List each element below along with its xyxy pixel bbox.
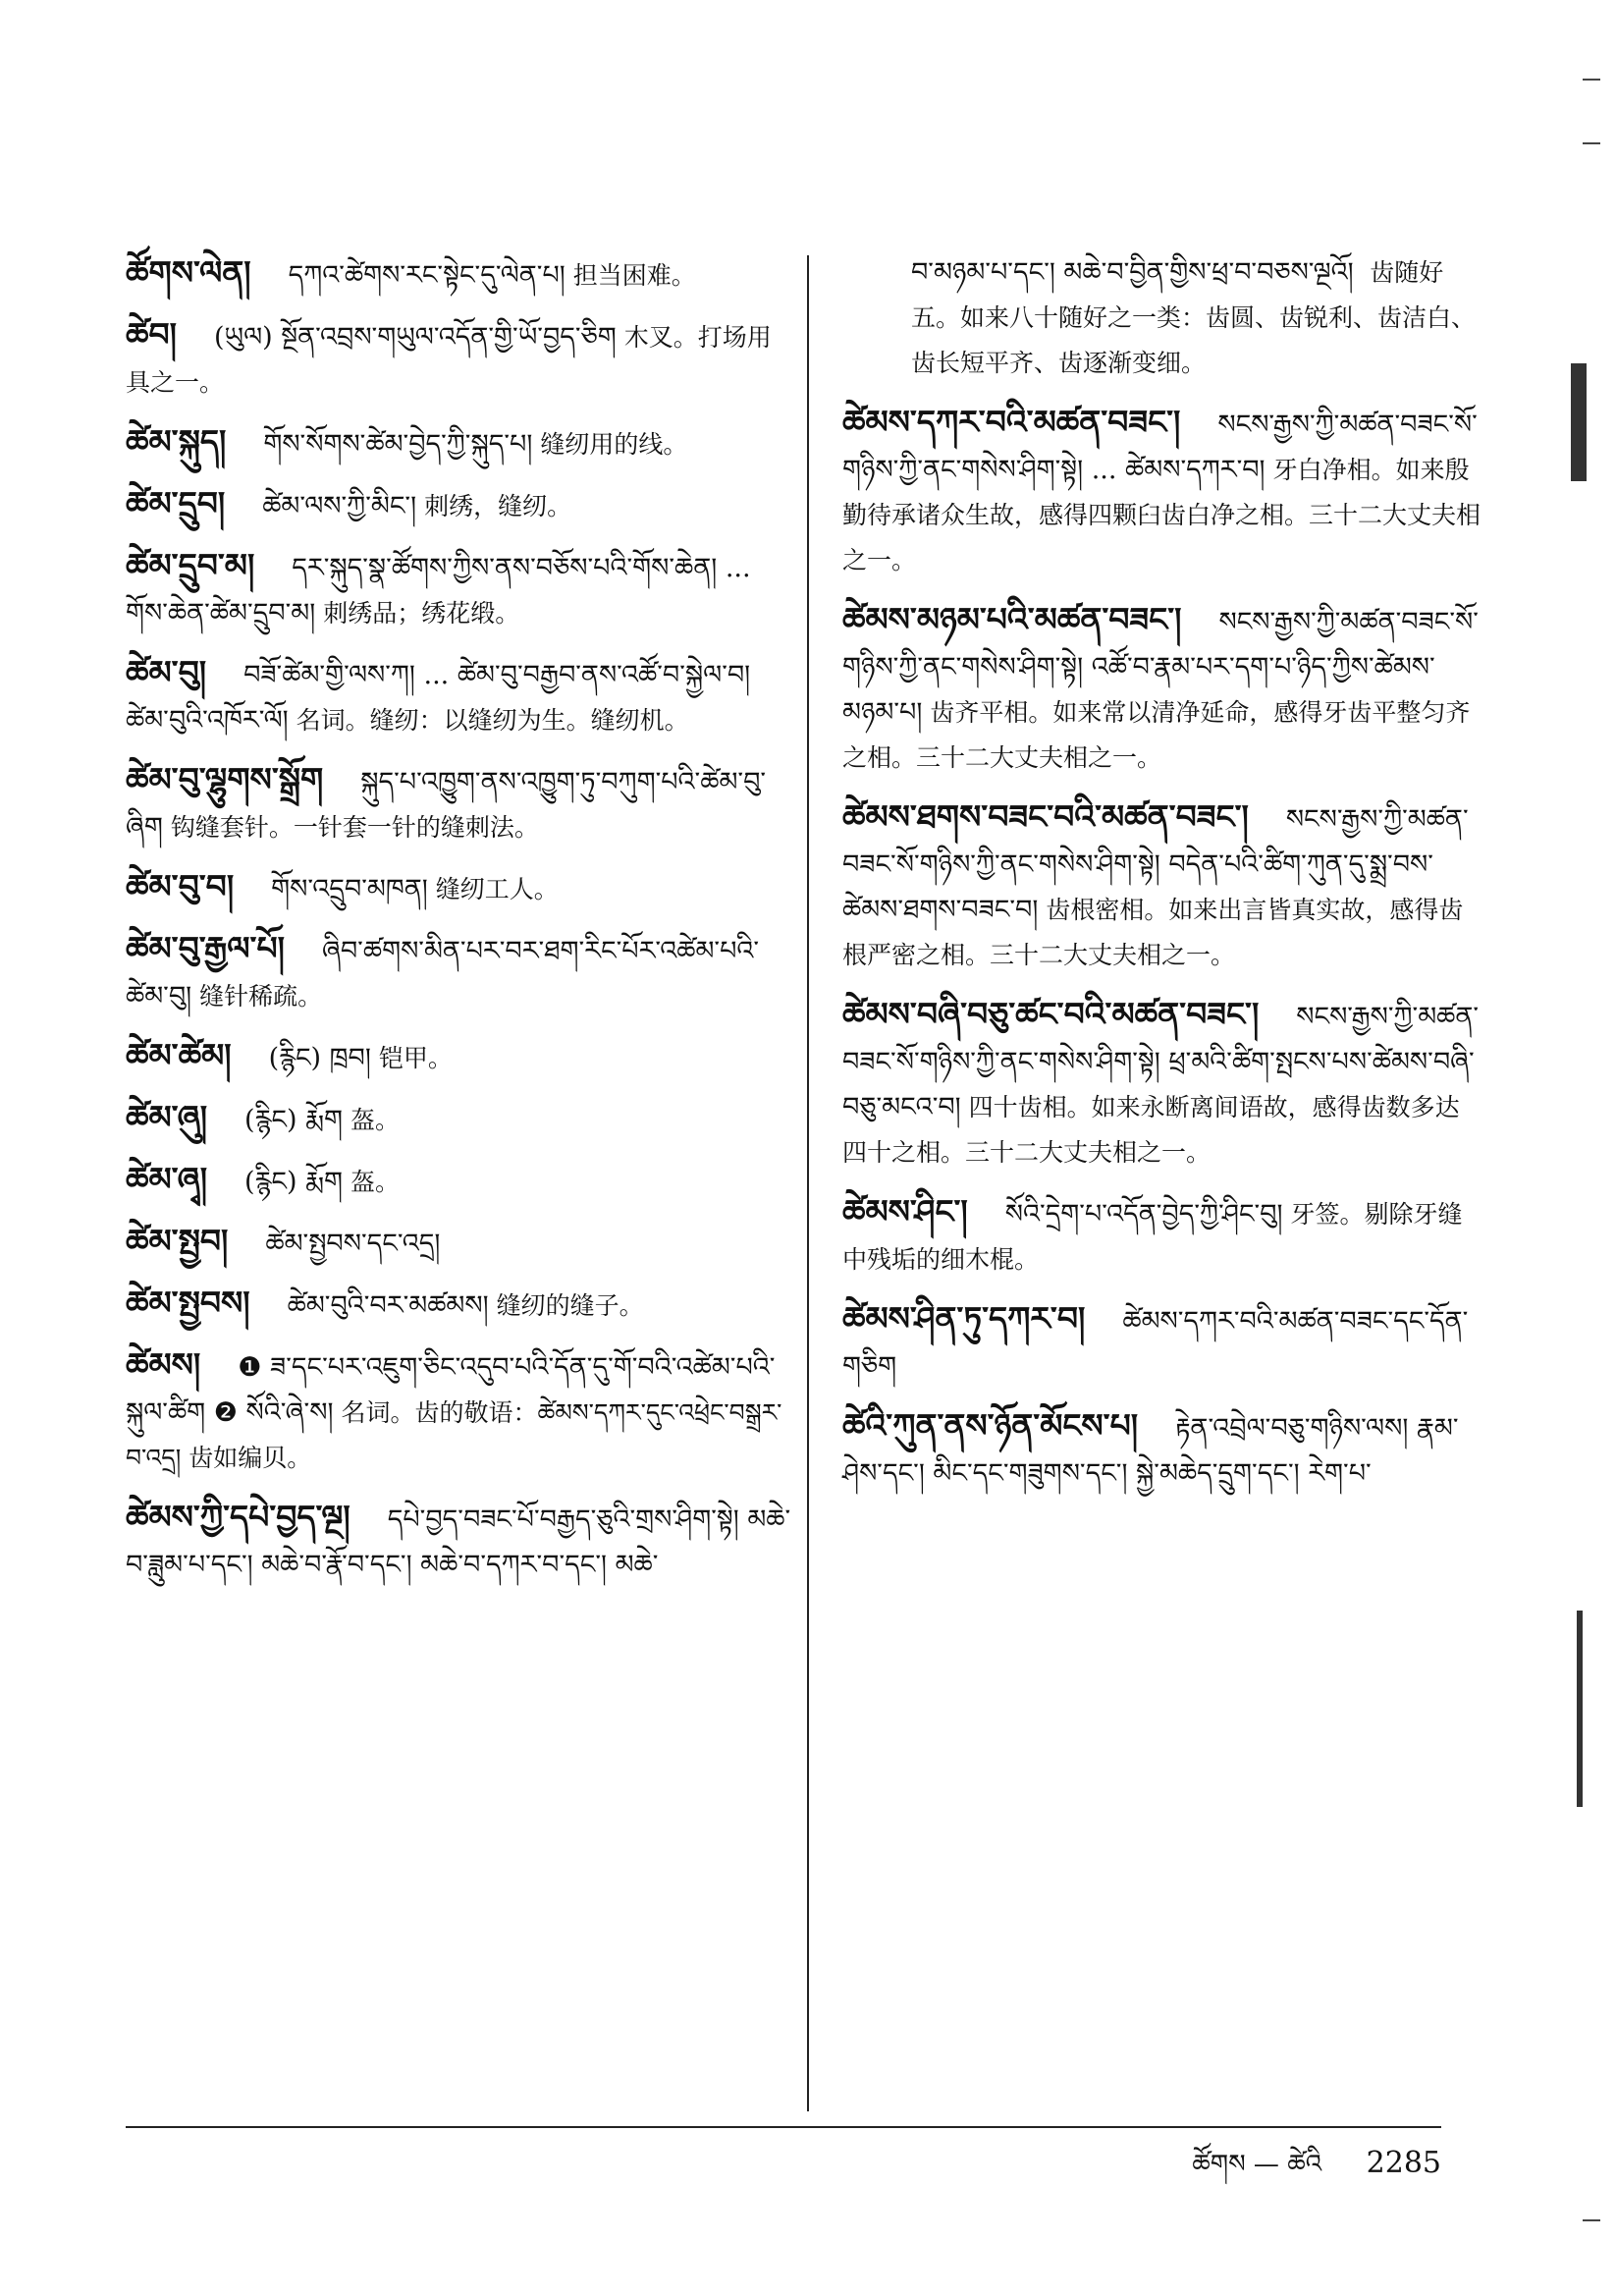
dictionary-entry bbox=[126, 1495, 795, 1588]
dictionary-entry bbox=[842, 992, 1481, 1175]
dictionary-entry bbox=[842, 1296, 1481, 1390]
entry-tibetan: རྟེན་འབྲེལ་བཅུ་གཉིས་ལས། རྣམ་ཤེས་དང་། མིང་དང་གཟུགས་དང་། སྐྱེ་མཆེད་དྲུག་དང་། རེག་པ་ bbox=[842, 1413, 1459, 1489]
entry-tibetan: དར་སྐུད་སྣ་ཚོགས་ཀྱིས་ནས་བཅོས་པའི་གོས་ཆེན། ... གོས་ཆེན་ཚེམ་དྲུབ་མ། bbox=[126, 553, 751, 629]
entry-chinese: 齿根密相。如来出言皆真实故，感得齿根严密之相。三十二大丈夫相之一。 bbox=[842, 896, 1464, 969]
dictionary-entry bbox=[842, 794, 1481, 978]
dictionary-entry bbox=[126, 1033, 795, 1081]
entry-headword: ཚེའི་ཀུན་ནས་ཉོན་མོངས་པ། bbox=[842, 1406, 1139, 1445]
entry-chinese: 木叉。打场用具之一。 bbox=[126, 323, 772, 397]
entry-chinese: 铠甲。 bbox=[378, 1044, 453, 1072]
entry-chinese: 钩缝套针。一针套一针的缝刺法。 bbox=[170, 813, 539, 842]
entry-headword: ཚེམས་དཀར་བའི་མཚན་བཟང་། bbox=[842, 403, 1181, 441]
entry-chinese: 四十齿相。如来永断离间语故，感得齿数多达四十之相。三十二大丈夫相之一。 bbox=[842, 1093, 1460, 1167]
entry-headword: ཚེམ་ཚེམ། bbox=[126, 1036, 232, 1074]
scan-edge-tick bbox=[1583, 142, 1600, 144]
dictionary-entry bbox=[126, 1281, 795, 1329]
dictionary-entry bbox=[126, 926, 795, 1019]
entry-headword: ཚེམ་ཞུ། bbox=[126, 1098, 208, 1136]
page-footer bbox=[1192, 2136, 1441, 2208]
entry-tibetan: དཀའ་ཚེགས་རང་སྟེང་དུ་ལེན་པ། bbox=[288, 260, 566, 291]
scan-edge-tick bbox=[1583, 2219, 1600, 2221]
entry-tibetan: ཚེམ་ལས་ཀྱི་མིང་། bbox=[262, 491, 417, 521]
footer-rule bbox=[126, 2126, 1441, 2128]
entry-tibetan: ❶ ཟ་དང་པར་འཇུག་ཅིང་འདུབ་པའི་དོན་དུ་གོ་བའི་འཚེམ་པའི་སྐུལ་ཚིག ❷ སོའི་ཞེ་ས། bbox=[126, 1352, 776, 1428]
entry-headword: ཚེམ་དྲུབ། bbox=[126, 484, 226, 522]
entry-chinese: 刺绣品；绣花缎。 bbox=[323, 599, 520, 628]
entry-chinese: 名词。齿的敬语：ཚེམས་དཀར་དུང་འཕྲེང་བསྒྲར་བ་འདྲ། 齿如编贝。 bbox=[126, 1398, 782, 1472]
entry-chinese: 盔。 bbox=[350, 1106, 401, 1134]
entry-tibetan: (ཡུལ) སྔོན་འབྲས་གཡུལ་འདོན་གྱི་ཡོ་བྱད་ཅིག bbox=[213, 322, 617, 353]
running-head: ཚོགས — ཚེའི bbox=[1192, 2150, 1322, 2179]
entry-headword: ཚེབ། bbox=[126, 315, 177, 354]
entry-tibetan: (རྙིང) རྨོག bbox=[244, 1105, 344, 1135]
entry-tibetan: གོས་སོགས་ཚེམ་བྱེད་ཀྱི་སྐུད་པ། bbox=[263, 429, 533, 460]
entry-tibetan: (རྙིང) ཁྲབ། bbox=[268, 1043, 371, 1073]
entry-headword: ཚོགས་ལེན། bbox=[126, 253, 251, 292]
entry-headword: ཚེམས། bbox=[126, 1345, 201, 1384]
entry-chinese: 缝纫的缝子。 bbox=[496, 1291, 644, 1320]
entry-headword: ཚེམས་ཤིང་། bbox=[842, 1192, 968, 1230]
entry-headword: ཚེམས་བཞི་བཅུ་ཚང་བའི་མཚན་བཟང་། bbox=[842, 995, 1260, 1033]
dictionary-entry bbox=[842, 1189, 1481, 1283]
entry-tibetan: སྐུད་པ་འཁྱུག་ནས་འཁྱུག་ཏུ་བཀུག་པའི་ཚེམ་བུ་ཞིག bbox=[126, 767, 767, 843]
entry-tibetan: སངས་རྒྱས་ཀྱི་མཚན་བཟང་སོ་གཉིས་ཀྱི་ནང་གསེས་ཤིག་སྟེ། འཚོ་བ་རྣམ་པར་དག་པ་ཉིད་ཀྱིས་ཚེམས་མཉམ་པ། bbox=[842, 607, 1479, 728]
entry-tibetan: ཚེམས་དཀར་བའི་མཚན་བཟང་དང་དོན་གཅིག bbox=[842, 1306, 1469, 1382]
entry-headword: ཚེམ་བུ་རྒྱལ་པོ། bbox=[126, 929, 285, 967]
entry-tibetan: སངས་རྒྱས་ཀྱི་མཚན་བཟང་སོ་གཉིས་ཀྱི་ནང་གསེས་ཤིག་སྟེ། བདེན་པའི་ཚིག་ཀུན་དུ་སྨྲ་བས་ཚེམས་ཐགས་བཟང་བ། bbox=[842, 804, 1469, 925]
entry-headword: ཚེམས་ཤིན་ཏུ་དཀར་བ། bbox=[842, 1299, 1086, 1338]
scan-edge-mark bbox=[1571, 363, 1587, 481]
entry-headword: ཚེམ་སྐུད། bbox=[126, 422, 227, 461]
dictionary-entry bbox=[126, 1342, 795, 1481]
right-column bbox=[842, 250, 1481, 1510]
dictionary-entry bbox=[842, 400, 1481, 583]
dictionary-entry bbox=[126, 250, 795, 299]
entry-headword: ཚེམ་ཞྭ། bbox=[126, 1160, 208, 1198]
dictionary-entry bbox=[126, 1219, 795, 1267]
entry-chinese: 名词。缝纫：以缝纫为生。缝纫机。 bbox=[296, 706, 689, 735]
entry-chinese: 牙白净相。如来殷勤待承诸众生故，感得四颗臼齿白净之相。三十二大丈夫相之一。 bbox=[842, 456, 1481, 574]
entry-headword: ཚེམ་དྲུབ་མ། bbox=[126, 546, 255, 584]
entry-chinese: 缝纫用的线。 bbox=[540, 430, 688, 459]
entry-tibetan: བཟོ་ཚེམ་གྱི་ལས་ཀ། ... ཚེམ་བུ་བརྒྱབ་ནས་འཚོ་བ་སྐྱེལ་བ། ཚེམ་བུའི་འཁོར་ལོ། bbox=[126, 660, 751, 736]
entry-tibetan: གོས་འདྲུབ་མཁན། bbox=[271, 874, 428, 904]
entry-tibetan: ཚེམ་སྤྱབས་དང་འདྲ། bbox=[265, 1229, 441, 1259]
left-column bbox=[126, 250, 795, 1602]
entry-tibetan: དཔེ་བྱད་བཟང་པོ་བརྒྱད་ཅུའི་གྲས་ཤིག་སྟེ། མཆེ་བ་ཟླུམ་པ་དང་། མཆེ་བ་རྣོ་བ་དང་། མཆེ་བ་དཀར་བ་དང་། མཆེ་ bbox=[126, 1504, 791, 1580]
entry-headword: ཚེམ་བུ་བ། bbox=[126, 867, 235, 905]
entry-chinese: 齿齐平相。如来常以清净延命，感得牙齿平整匀齐之相。三十二大丈夫相之一。 bbox=[842, 698, 1471, 772]
page-number: 2285 bbox=[1366, 2146, 1441, 2180]
entry-tibetan: ཞིབ་ཚགས་མིན་པར་བར་ཐག་རིང་པོར་འཚེམ་པའི་ཚེམ་བུ། bbox=[126, 936, 760, 1011]
entry-chinese: 齿随好五。如来八十随好之一类：齿圆、齿锐利、齿洁白、齿长短平齐、齿逐渐变细。 bbox=[911, 258, 1477, 377]
dictionary-entry bbox=[126, 312, 795, 406]
scan-edge-mark bbox=[1577, 1611, 1583, 1807]
entry-headword: ཚེམ་བུ་ལྷུགས་སྒྲོག bbox=[126, 760, 324, 798]
entry-tibetan: སོའི་དྲེག་པ་འདོན་བྱེད་ཀྱི་ཤིང་བུ། bbox=[1004, 1199, 1283, 1230]
entry-headword: ཚེམས་ཐགས་བཟང་བའི་མཚན་བཟང་། bbox=[842, 797, 1249, 836]
entry-chinese: 担当困难。 bbox=[572, 261, 696, 290]
dictionary-entry bbox=[842, 597, 1481, 781]
entry-tibetan: ཚེམ་བུའི་བར་མཚམས། bbox=[287, 1290, 489, 1321]
entry-chinese: 缝针稀疏。 bbox=[199, 982, 323, 1011]
entry-chinese: 牙签。剔除牙缝中残垢的细木棍。 bbox=[842, 1200, 1463, 1274]
dictionary-entry bbox=[126, 543, 795, 636]
entry-headword: ཚེམ་བུ། bbox=[126, 653, 207, 691]
column-divider bbox=[807, 255, 809, 2111]
scan-edge-tick bbox=[1583, 79, 1600, 81]
entry-headword: ཚེམས་མཉམ་པའི་མཚན་བཟང་། bbox=[842, 600, 1182, 638]
dictionary-entry bbox=[126, 757, 795, 850]
dictionary-entry bbox=[126, 481, 795, 529]
entry-tibetan: བ་མཉམ་པ་དང་། མཆེ་བ་བྱིན་གྱིས་ཕྲ་བ་བཅས་ལྔའོ། bbox=[911, 257, 1354, 288]
continued-entry bbox=[842, 250, 1481, 386]
entry-chinese: 盔。 bbox=[350, 1168, 401, 1196]
entry-chinese: 缝纫工人。 bbox=[435, 875, 559, 903]
entry-headword: ཚེམ་སྤྱབ། bbox=[126, 1222, 229, 1260]
dictionary-entry bbox=[126, 1157, 795, 1205]
dictionary-entry bbox=[126, 864, 795, 912]
entry-chinese: 刺绣，缝纫。 bbox=[424, 492, 572, 520]
entry-headword: ཚེམས་ཀྱི་དཔེ་བྱད་ལྔ། bbox=[126, 1498, 350, 1536]
dictionary-entry bbox=[842, 1403, 1481, 1497]
entry-tibetan: སངས་རྒྱས་ཀྱི་མཚན་བཟང་སོ་གཉིས་ཀྱི་ནང་གསེས་ཤིག་སྟེ། ཕྲ་མའི་ཚིག་སྤངས་པས་ཚེམས་བཞི་བཅུ་མངའ་བ། bbox=[842, 1002, 1480, 1122]
dictionary-entry bbox=[126, 650, 795, 743]
dictionary-entry bbox=[126, 419, 795, 467]
dictionary-entry bbox=[126, 1095, 795, 1143]
entry-headword: ཚེམ་སྤྱབས། bbox=[126, 1284, 250, 1322]
entry-tibetan: སངས་རྒྱས་ཀྱི་མཚན་བཟང་སོ་གཉིས་ཀྱི་ནང་གསེས་ཤིག་སྟེ། ... ཚེམས་དཀར་བ། bbox=[842, 410, 1478, 485]
entry-tibetan: (རྙིང) རྨོག bbox=[244, 1167, 344, 1197]
